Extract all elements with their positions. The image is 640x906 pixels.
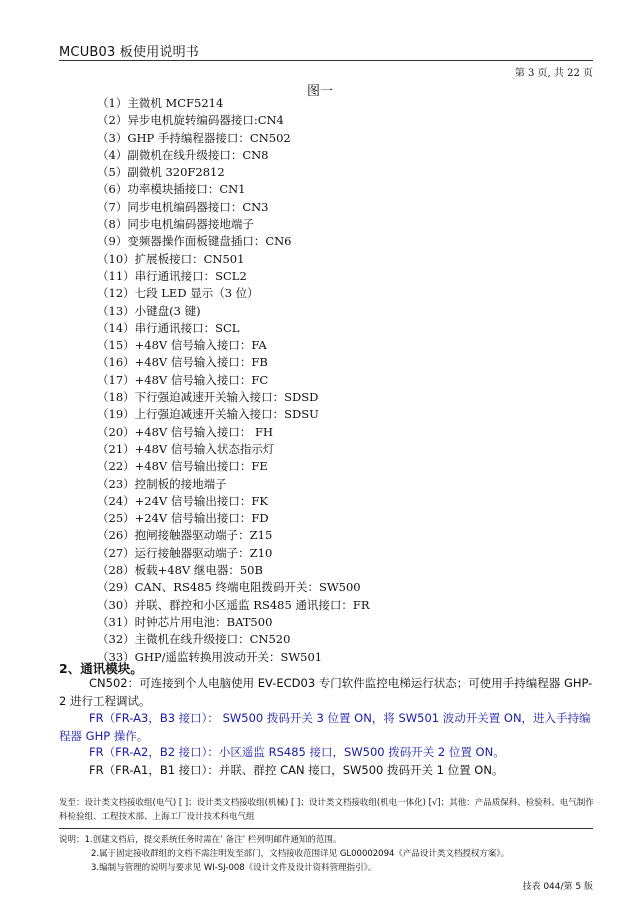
paragraph-fr-a3: FR（FR-A3，B3 接口）： SW500 拨码开关 3 位置 ON，将 SW501 波动开关置 ON，进入手持编程器 GHP 操作。 <box>59 711 591 743</box>
list-item: （25）+24V 信号输出接口：FD <box>97 511 269 526</box>
page-number: 第 3 页, 共 22 页 <box>514 68 593 79</box>
list-item: （4）副微机在线升级接口：CN8 <box>97 147 269 162</box>
list-item: （33）GHP/遥监转换用波动开关：SW501 <box>97 649 323 664</box>
paragraph-fr-a2: FR（FR-A2，B2 接口）：小区遥监 RS485 接口，SW500 拨码开关 2 位置 ON。 <box>89 745 505 759</box>
list-item: （10）扩展板接口：CN501 <box>97 251 245 266</box>
list-item: （32）主微机在线升级接口：CN520 <box>97 632 291 647</box>
footer-rule <box>59 828 593 829</box>
list-item: （23）控制板的接地端子 <box>97 476 227 491</box>
note-line: 说明：1.创建文档后，提交系统任务时需在’ 备注’ 栏列明邮件通知的范围。 <box>59 835 342 845</box>
list-item: （11）串行通讯接口：SCL2 <box>97 268 247 283</box>
list-item: （5）副微机 320F2812 <box>97 165 225 180</box>
list-item: （27）运行接触器驱动端子：Z10 <box>97 545 273 560</box>
document-title: MCUB03 板使用说明书 <box>59 45 200 60</box>
form-number: 技表 044/第 5 版 <box>522 882 593 892</box>
note-line: 2.属于固定接收群组的文档不需注明发至部门，文档接收范围详见 GL00002094《产品设计类文档授权方案》。 <box>91 849 510 859</box>
list-item: （1）主微机 MCF5214 <box>97 96 224 110</box>
list-item: （21）+48V 信号输入状态指示灯 <box>97 441 275 456</box>
distribution-note: 发至：设计类文档接收组(电气) [ ]；设计类文档接收组(机械) [ ]；设计类文档接收组(机电一体化) [√]；其他：产品质保科、检验科、电气制作科检验组、工程技术部、上海工厂设计技术科电气组 <box>59 798 594 822</box>
paragraph-fr-a1: FR（FR-A1，B1 接口）：并联、群控 CAN 接口，SW500 拨码开关 1 位置 ON。 <box>89 763 504 777</box>
paragraph-cn502: CN502：可连接到个人电脑使用 EV-ECD03 专门软件监控电梯运行状态；可使用手持编程器 GHP-2 进行工程调试。 <box>59 676 593 708</box>
list-item: （22）+48V 信号输出接口：FE <box>97 459 268 474</box>
list-item: （16）+48V 信号输入接口：FB <box>97 355 268 370</box>
list-item: （8）同步电机编码器接地端子 <box>97 217 254 232</box>
list-item: （26）抱闸接触器驱动端子：Z15 <box>97 528 273 543</box>
list-item: （9）变频器操作面板键盘插口：CN6 <box>97 234 292 249</box>
component-list <box>97 95 370 666</box>
list-item: （28）板载+48V 继电器：50B <box>97 563 263 578</box>
list-item: （12）七段 LED 显示（3 位） <box>97 286 259 301</box>
list-item: （3）GHP 手持编程器接口：CN502 <box>97 130 291 145</box>
list-item: （6）功率模块插接口：CN1 <box>97 182 246 197</box>
list-item: （19）上行强迫减速开关输入接口：SDSU <box>97 407 319 422</box>
list-item: （29）CAN、RS485 终端电阻拨码开关：SW500 <box>97 580 361 595</box>
figure-title: 图一 <box>306 84 333 99</box>
list-item: （7）同步电机编码器接口：CN3 <box>97 199 269 214</box>
list-item: （14）串行通讯接口：SCL <box>97 320 240 335</box>
list-item: （15）+48V 信号输入接口：FA <box>97 338 267 353</box>
list-item: （31）时钟芯片用电池：BAT500 <box>97 614 273 629</box>
list-item: （24）+24V 信号输出接口：FK <box>97 493 268 508</box>
list-item: （20）+48V 信号输入接口： FH <box>97 424 274 439</box>
list-item: （13）小键盘(3 键) <box>97 303 201 318</box>
list-item: （17）+48V 信号输入接口：FC <box>97 372 269 387</box>
section-heading: 2、通讯模块。 <box>59 661 143 676</box>
list-item: （18）下行强迫减速开关输入接口：SDSD <box>97 390 319 405</box>
header-rule <box>59 60 593 61</box>
note-line: 3.编制与管理的说明与要求见 WI-SJ-008《设计文件及设计资料管理指引》。 <box>91 863 377 873</box>
list-item: （2）异步电机旋转编码器接口:CN4 <box>97 113 284 128</box>
list-item: （30）并联、群控和小区遥监 RS485 通讯接口：FR <box>97 597 370 612</box>
notes-block <box>59 833 599 875</box>
